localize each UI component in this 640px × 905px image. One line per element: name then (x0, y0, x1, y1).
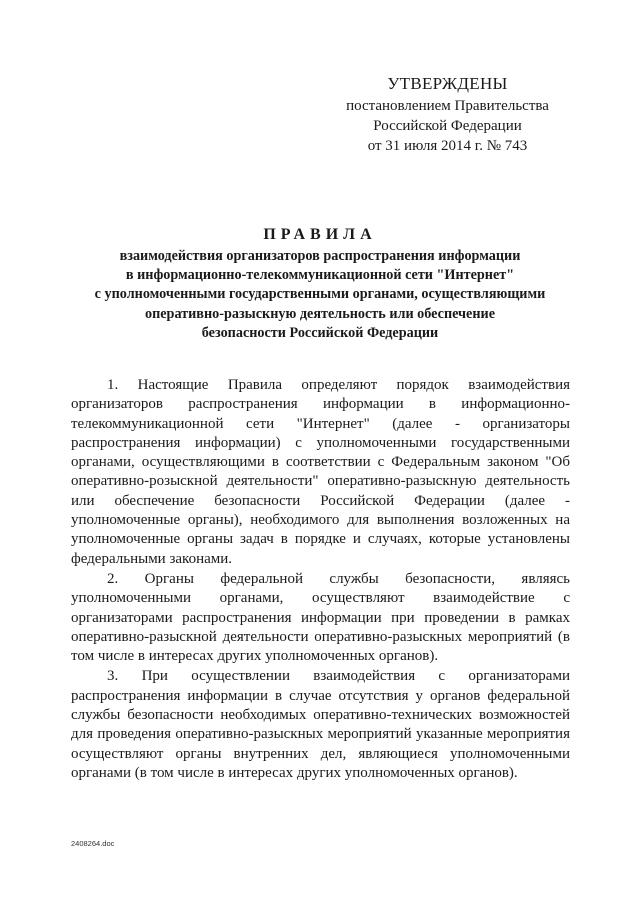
document-title: ПРАВИЛА (263, 226, 377, 243)
paragraph-3: 3. При осуществлении взаимодействия с организаторами распространения информации в случае отсутствия у органов федеральной службы безопасности необходимых оперативно-технических возможностей для проведения оперативно-разыскных мероприятий указанные мероприятия осуществляют органы внутренних дел, являющиеся уполномоченными органами (в том числе в интересах других уполномоченных органов). (71, 668, 570, 781)
approval-resolution: постановлением Правительства (346, 98, 549, 114)
approval-title: УТВЕРЖДЕНЫ (387, 74, 508, 93)
subtitle-line: оперативно-разыскную деятельность или обеспечение (144, 305, 496, 322)
subtitle-line: безопасности Российской Федерации (201, 324, 439, 341)
approval-block (330, 74, 565, 156)
paragraph-1: 1. Настоящие Правила определяют порядок взаимодействия организаторов распространения информации в информационно-телекоммуникационной сети "Интернет" (далее - организаторы распространения информации) с уполномоченными государственными органами, осуществляющими в соответствии с Федеральным законом "Об оперативно-розыскной деятельности" оперативно-разыскную деятельность или обеспечение безопасности Российской Федерации (далее - уполномоченные органы), необходимого для выполнения возложенных на уполномоченные органы задач в порядке и случаях, которые установлены федеральными законами. (71, 377, 570, 567)
document-body (71, 376, 570, 783)
document-subtitle (60, 247, 580, 343)
subtitle-line: с уполномоченными государственными органами, осуществляющими (94, 286, 546, 303)
paragraph-2: 2. Органы федеральной службы безопасности, являясь уполномоченными органами, осуществляют взаимодействие с организаторами распространения информации при проведении в рамках оперативно-разыскной деятельности оперативно-разыскных мероприятий (в том числе в интересах других уполномоченных органов). (71, 570, 570, 665)
document-file-code: 2408264.doc (71, 839, 115, 848)
approval-government: Российской Федерации (373, 118, 522, 134)
subtitle-line: взаимодействия организаторов распространения информации (119, 248, 521, 264)
subtitle-line: в информационно-телекоммуникационной сети "Интернет" (125, 267, 515, 284)
approval-date-number: от 31 июля 2014 г. № 743 (367, 138, 528, 154)
